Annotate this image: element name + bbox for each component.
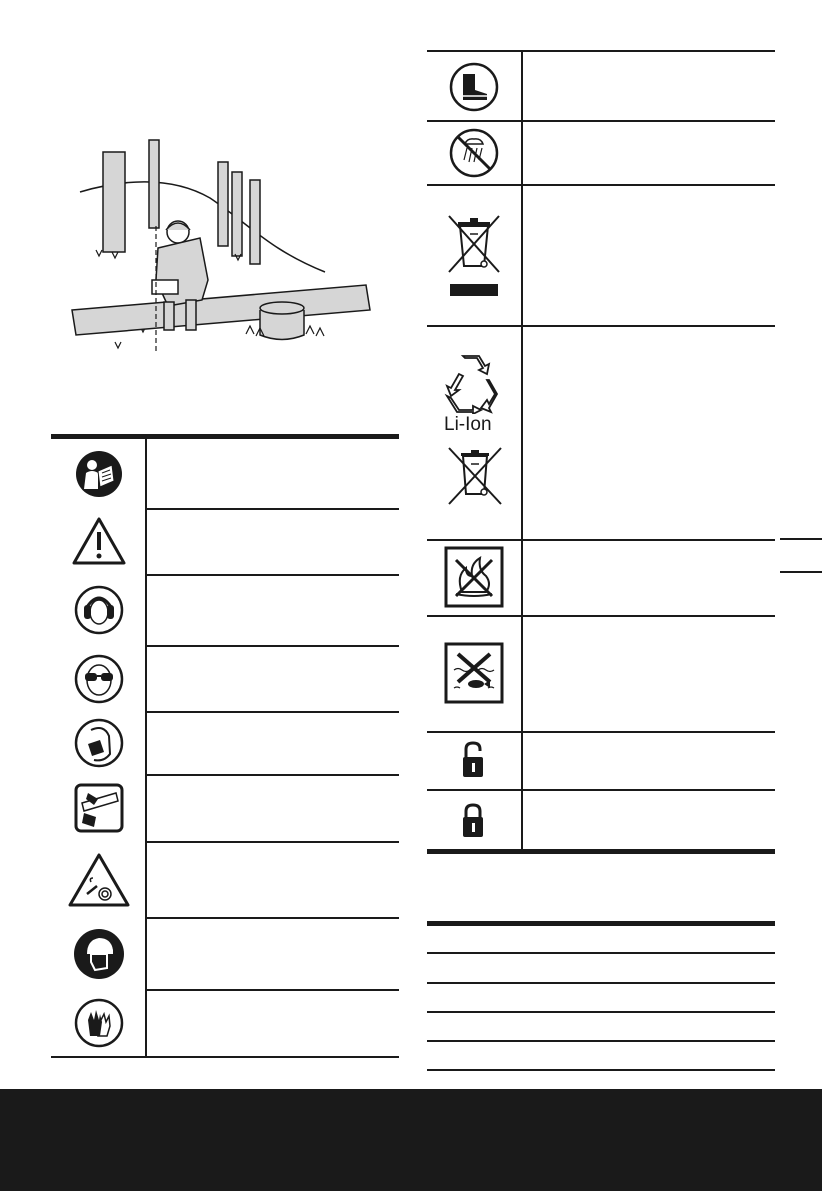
chainsaw-cutting-illustration: [60, 130, 390, 360]
left-table-bottom-rule: [51, 1056, 399, 1058]
right-table-row-rule: [427, 731, 775, 733]
right-table-row-rule: [427, 615, 775, 617]
tree-trunk: [149, 140, 159, 228]
left-table-row-rule: [145, 645, 399, 647]
ear-protection-icon: [74, 585, 124, 635]
right-table-divider: [521, 50, 523, 850]
li-ion-label: Li-Ion: [444, 414, 492, 435]
log: [72, 285, 370, 335]
left-table-row-rule: [145, 917, 399, 919]
spec-table-row-rule: [427, 952, 775, 954]
eye-protection-icon: [74, 654, 124, 704]
safety-boots-icon: [449, 62, 499, 112]
spec-table-row-rule: [427, 1040, 775, 1042]
footer-band: [0, 1089, 822, 1191]
left-table-row-rule: [145, 989, 399, 991]
right-table-top-rule: [427, 50, 775, 52]
right-table-row-rule: [427, 539, 775, 541]
right-table-row-rule: [427, 120, 775, 122]
left-table-row-rule: [145, 774, 399, 776]
no-rain-icon: [449, 128, 499, 178]
read-manual-icon: [74, 449, 124, 499]
left-table-top-rule: [51, 434, 399, 439]
right-table-row-rule: [427, 789, 775, 791]
tree-trunk: [218, 162, 228, 246]
warning-triangle-icon: [71, 516, 127, 566]
left-table-row-rule: [145, 841, 399, 843]
spec-table-row-rule: [427, 1069, 775, 1071]
tree-trunk: [250, 180, 260, 264]
right-table-row-rule: [427, 184, 775, 186]
left-table-divider: [145, 439, 147, 1057]
dust-mask-icon: [74, 718, 124, 768]
head-protection-icon: [73, 928, 125, 980]
unlocked-icon: [461, 741, 485, 779]
kickback-warning-icon: [67, 852, 131, 908]
no-fire-icon: [444, 546, 504, 608]
li-ion-recycling-icon: [443, 354, 505, 414]
weee-bin-icon: [446, 214, 502, 298]
side-tab-rule: [780, 538, 822, 540]
tree-trunk: [103, 152, 125, 252]
spec-table-row-rule: [427, 1011, 775, 1013]
operator-body: [156, 238, 208, 306]
left-table-row-rule: [145, 711, 399, 713]
no-water-disposal-icon: [444, 642, 504, 704]
crossed-bin-icon: [445, 446, 505, 506]
side-tab-rule: [780, 571, 822, 573]
left-table-row-rule: [145, 508, 399, 510]
locked-icon: [461, 802, 485, 838]
tree-trunk: [232, 172, 242, 256]
right-table-row-rule: [427, 325, 775, 327]
left-table-row-rule: [145, 574, 399, 576]
two-hand-operation-icon: [74, 783, 124, 833]
spec-table-top-rule: [427, 921, 775, 926]
right-table-bottom-rule: [427, 849, 775, 854]
spec-table-row-rule: [427, 982, 775, 984]
gloves-icon: [74, 998, 124, 1048]
